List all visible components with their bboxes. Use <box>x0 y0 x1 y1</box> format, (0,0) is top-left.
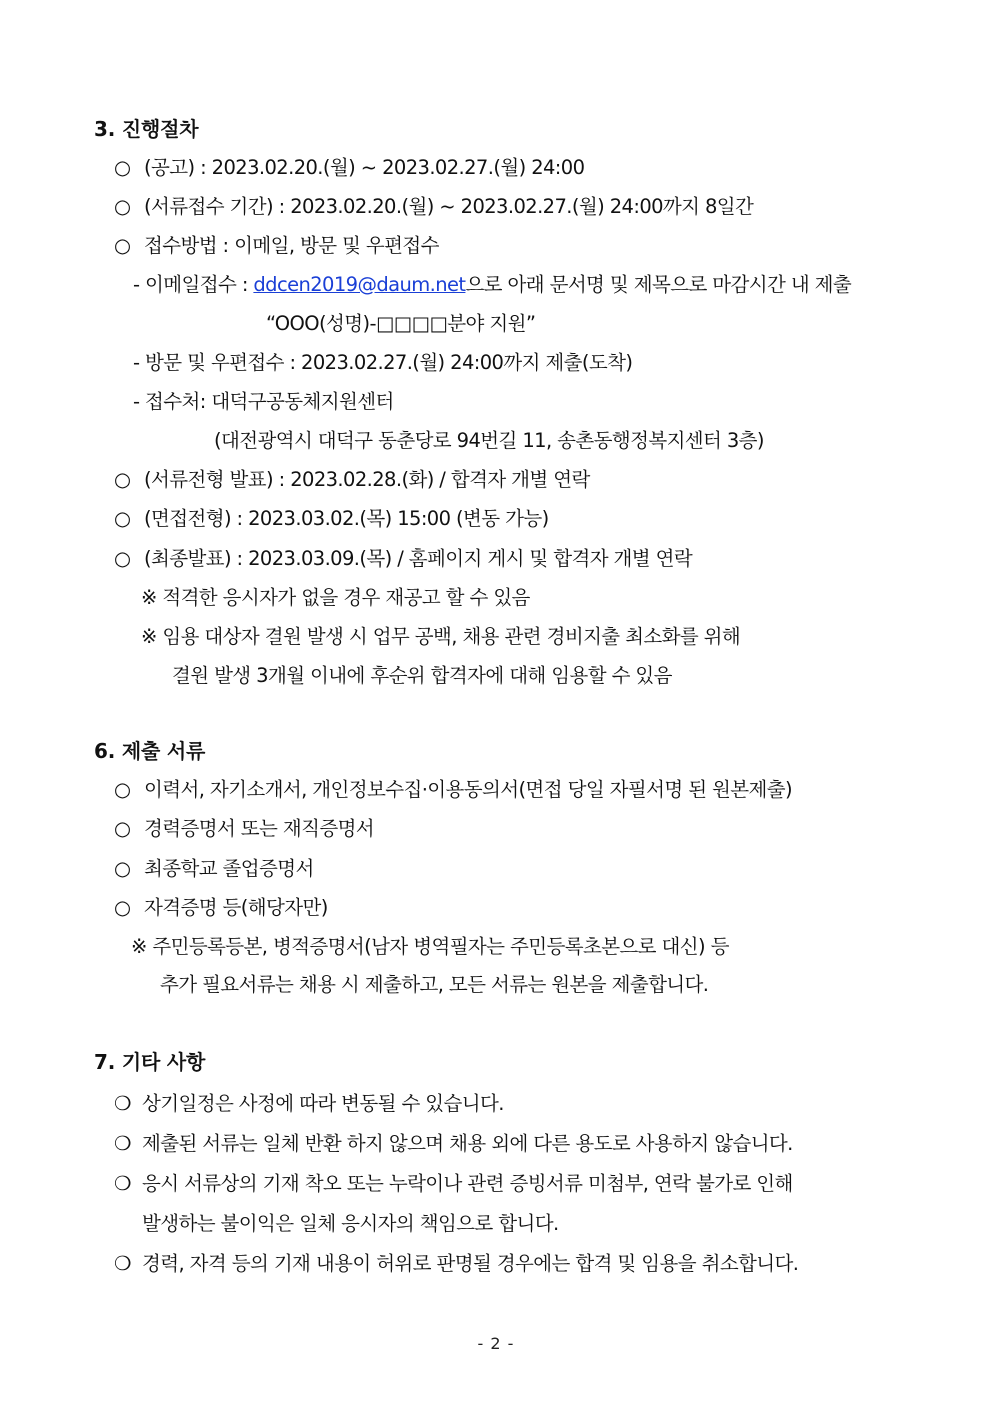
circle-bullet-icon: ○ <box>114 547 131 570</box>
circle-bullet-icon: ○ <box>114 778 131 801</box>
circle-bullet-icon: ○ <box>114 507 131 530</box>
list-item: ○ 경력증명서 또는 재직증명서 <box>114 817 375 840</box>
circle-bullet-icon: ○ <box>114 468 131 491</box>
circle-bullet-icon: ○ <box>114 817 131 840</box>
address-line: (대전광역시 대덕구 동춘당로 94번길 11, 송촌동행정복지센터 3층) <box>214 429 764 452</box>
list-item: ❍ 상기일정은 사정에 따라 변동될 수 있습니다. <box>114 1092 504 1115</box>
list-item: ○ (서류접수 기간) : 2023.02.20.(월) ~ 2023.02.27.(월) 24:00까지 8일간 <box>114 195 754 218</box>
section-3-title: 3. 진행절차 <box>94 117 199 141</box>
bold-circle-bullet-icon: ❍ <box>114 1092 131 1115</box>
list-item: ○ (최종발표) : 2023.03.09.(목) / 홈페이지 게시 및 합격자 개별 연락 <box>114 547 693 570</box>
list-item: ❍ 응시 서류상의 기재 착오 또는 누락이나 관련 증빙서류 미첨부, 연락 불가로 인해 <box>114 1172 793 1195</box>
note-line: ※ 임용 대상자 결원 발생 시 업무 공백, 채용 관련 경비지출 최소화를 위해 <box>141 625 741 648</box>
list-item: ❍ 경력, 자격 등의 기재 내용이 허위로 판명될 경우에는 합격 및 임용을 취소합니다. <box>114 1252 799 1275</box>
list-item: ○ 이력서, 자기소개서, 개인정보수집·이용동의서(면접 당일 자필서명 된 원본제출) <box>114 778 792 801</box>
visit-mail-line: - 방문 및 우편접수 : 2023.02.27.(월) 24:00까지 제출(도착) <box>133 351 633 374</box>
list-item: ○ (공고) : 2023.02.20.(월) ~ 2023.02.27.(월) 24:00 <box>114 156 585 179</box>
list-item: ○ 접수방법 : 이메일, 방문 및 우편접수 <box>114 234 439 257</box>
section-7-title: 7. 기타 사항 <box>94 1050 206 1074</box>
note-line: ※ 적격한 응시자가 없을 경우 재공고 할 수 있음 <box>141 586 530 609</box>
email-submission-line: - 이메일접수 : ddcen2019@daum.net으로 아래 문서명 및 제목으로 마감시간 내 제출 <box>133 273 852 296</box>
note-line: 결원 발생 3개월 이내에 후순위 합격자에 대해 임용할 수 있음 <box>172 664 672 687</box>
bold-circle-bullet-icon: ❍ <box>114 1132 131 1155</box>
circle-bullet-icon: ○ <box>114 156 131 179</box>
bold-circle-bullet-icon: ❍ <box>114 1172 131 1195</box>
email-link[interactable]: ddcen2019@daum.net <box>253 273 466 296</box>
circle-bullet-icon: ○ <box>114 896 131 919</box>
note-line: ※ 주민등록등본, 병적증명서(남자 병역필자는 주민등록초본으로 대신) 등 <box>131 935 729 958</box>
list-item: ○ (면접전형) : 2023.03.02.(목) 15:00 (변동 가능) <box>114 507 549 530</box>
bold-circle-bullet-icon: ❍ <box>114 1252 131 1275</box>
list-item: ○ 최종학교 졸업증명서 <box>114 857 314 880</box>
note-line: 추가 필요서류는 채용 시 제출하고, 모든 서류는 원본을 제출합니다. <box>160 973 709 996</box>
list-item: ❍ 제출된 서류는 일체 반환 하지 않으며 채용 외에 다른 용도로 사용하지 않습니다. <box>114 1132 793 1155</box>
section-6-title: 6. 제출 서류 <box>94 739 206 763</box>
office-line: - 접수처: 대덕구공동체지원센터 <box>133 390 394 413</box>
list-item-continuation: 발생하는 불이익은 일체 응시자의 책임으로 합니다. <box>142 1212 559 1235</box>
circle-bullet-icon: ○ <box>114 195 131 218</box>
list-item: ○ (서류전형 발표) : 2023.02.28.(화) / 합격자 개별 연락 <box>114 468 590 491</box>
circle-bullet-icon: ○ <box>114 857 131 880</box>
list-item: ○ 자격증명 등(해당자만) <box>114 896 328 919</box>
email-title-format: “OOO(성명)-□□□□분야 지원” <box>266 312 536 335</box>
page-number: - 2 - <box>477 1334 515 1353</box>
circle-bullet-icon: ○ <box>114 234 131 257</box>
